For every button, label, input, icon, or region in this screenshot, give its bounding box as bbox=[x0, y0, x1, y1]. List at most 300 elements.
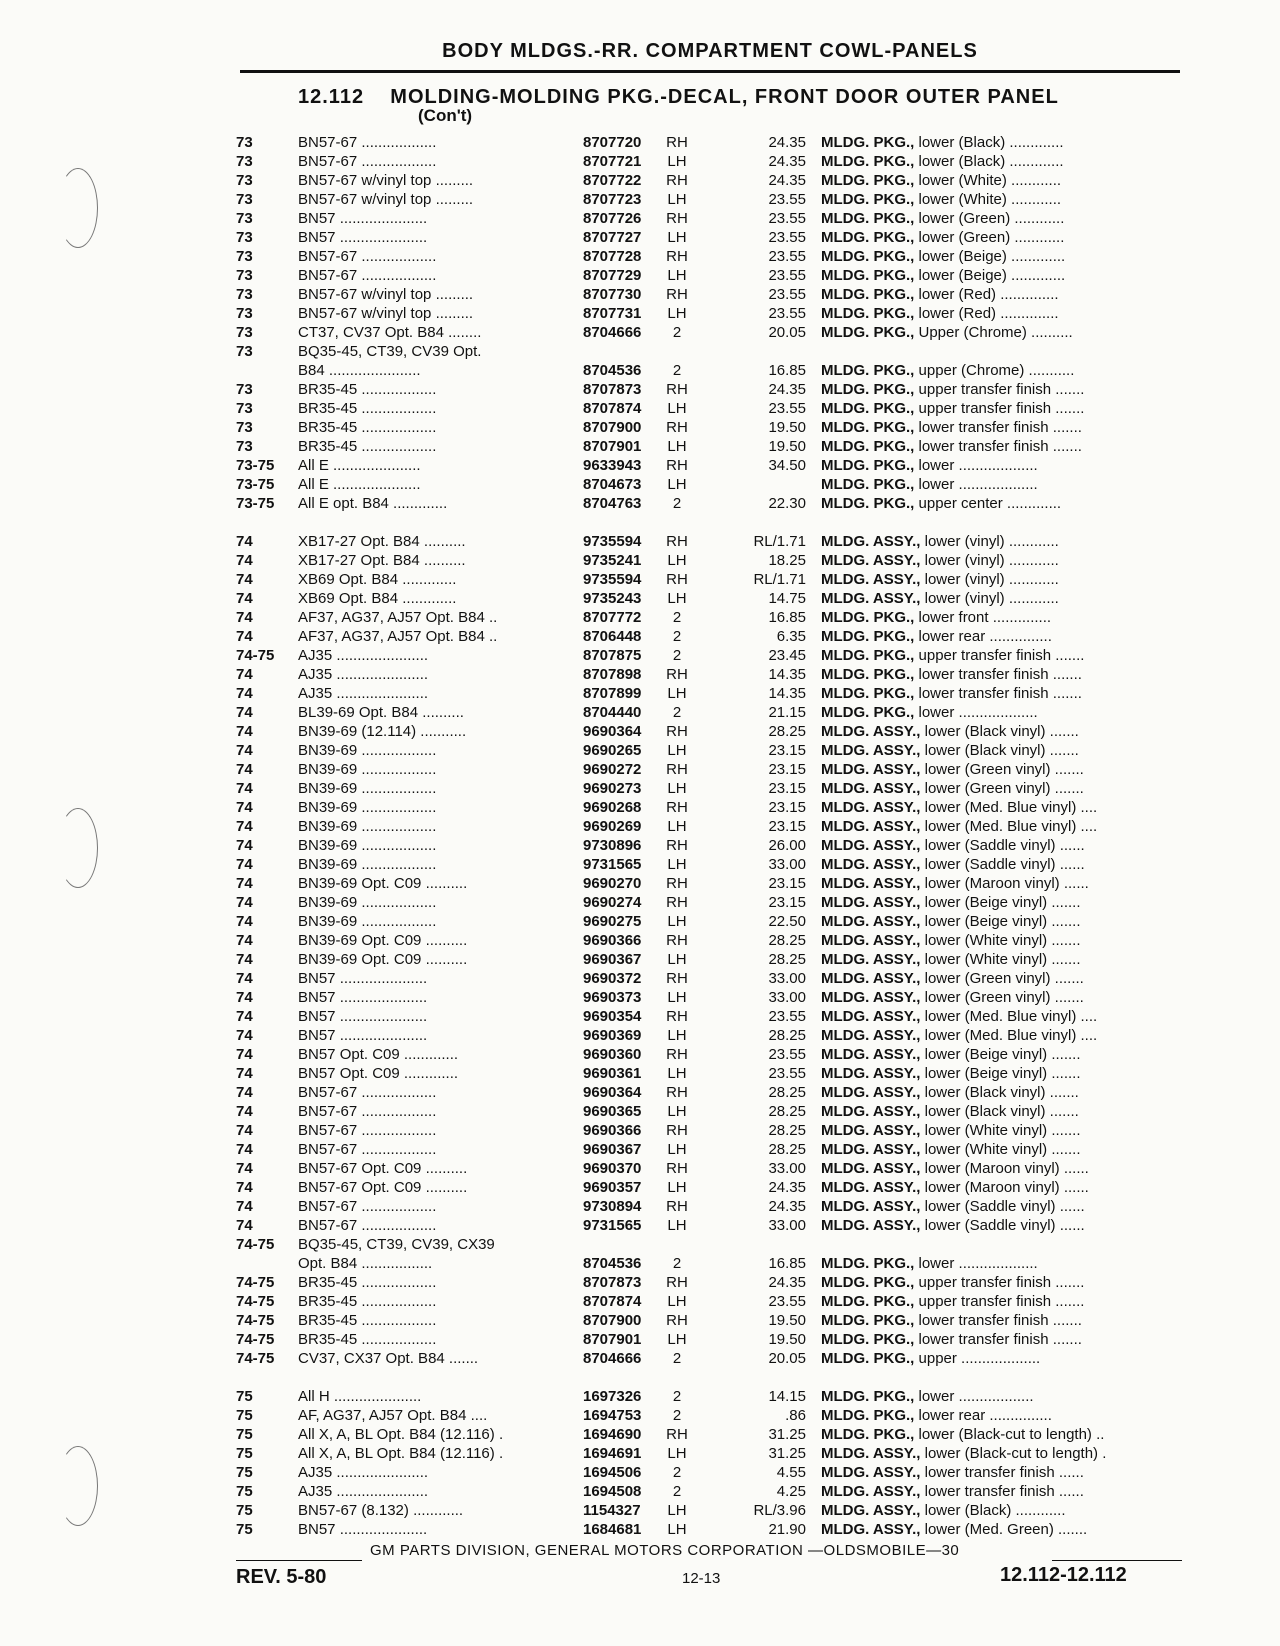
parts-row bbox=[236, 836, 1186, 855]
quantity-side: RH bbox=[666, 837, 688, 854]
price: 23.55 bbox=[768, 305, 806, 322]
description bbox=[821, 532, 1186, 551]
quantity-side: RH bbox=[666, 761, 688, 778]
application: BR35-45 .................. bbox=[298, 381, 437, 398]
part-number: 9735243 bbox=[583, 590, 642, 607]
part-number: 9690370 bbox=[583, 1160, 642, 1177]
quantity-side: LH bbox=[667, 153, 687, 170]
part-number: 8707721 bbox=[583, 153, 642, 170]
application: BR35-45 .................. bbox=[298, 1274, 437, 1291]
model-year: 73-75 bbox=[236, 476, 275, 493]
description bbox=[821, 1083, 1186, 1102]
part-number: 8704666 bbox=[583, 1350, 642, 1367]
description-detail: lower (Black) ............ bbox=[920, 1502, 1066, 1519]
parts-row bbox=[236, 1273, 1186, 1292]
price: 31.25 bbox=[768, 1445, 806, 1462]
application: BN57-67 .................. bbox=[298, 1103, 437, 1120]
description-label: MLDG. ASSY., bbox=[821, 818, 921, 835]
quantity-side: RH bbox=[666, 533, 688, 550]
price: 23.15 bbox=[768, 799, 806, 816]
description-label: MLDG. PKG., bbox=[821, 229, 915, 246]
application: BN57-67 .................. bbox=[298, 134, 437, 151]
description-detail: lower (Beige) ............. bbox=[914, 248, 1066, 265]
quantity-side: RH bbox=[666, 134, 688, 151]
price: 14.75 bbox=[768, 590, 806, 607]
parts-row bbox=[236, 323, 1186, 342]
parts-row bbox=[236, 266, 1186, 285]
part-number: 9690354 bbox=[583, 1008, 642, 1025]
description-detail: lower transfer finish ....... bbox=[914, 419, 1082, 436]
description bbox=[821, 551, 1186, 570]
quantity-side: LH bbox=[667, 685, 687, 702]
price: 24.35 bbox=[768, 153, 806, 170]
parts-row bbox=[236, 361, 1186, 380]
application: BN57 ..................... bbox=[298, 1521, 428, 1538]
model-year: 75 bbox=[236, 1502, 253, 1519]
description-label: MLDG. PKG., bbox=[821, 666, 915, 683]
parts-row bbox=[236, 988, 1186, 1007]
description-label: MLDG. ASSY., bbox=[821, 1027, 921, 1044]
parts-row bbox=[236, 1330, 1186, 1349]
model-year: 73 bbox=[236, 248, 253, 265]
part-number: 9690269 bbox=[583, 818, 642, 835]
description-label: MLDG. ASSY., bbox=[821, 970, 921, 987]
part-number: 8704666 bbox=[583, 324, 642, 341]
description-detail: lower (Black-cut to length) . bbox=[920, 1445, 1107, 1462]
quantity-side: RH bbox=[666, 666, 688, 683]
price: 22.30 bbox=[768, 495, 806, 512]
price: 23.15 bbox=[768, 761, 806, 778]
model-year: 73 bbox=[236, 153, 253, 170]
description bbox=[821, 361, 1186, 380]
part-number: 9690275 bbox=[583, 913, 642, 930]
application: AJ35 ...................... bbox=[298, 1464, 429, 1481]
parts-row bbox=[236, 190, 1186, 209]
part-number: 9690365 bbox=[583, 1103, 642, 1120]
description-label: MLDG. PKG., bbox=[821, 362, 915, 379]
part-number: 9690367 bbox=[583, 951, 642, 968]
model-year: 74 bbox=[236, 1198, 253, 1215]
description-detail: lower (Red) .............. bbox=[914, 305, 1059, 322]
price: 23.55 bbox=[768, 210, 806, 227]
price: 28.25 bbox=[768, 723, 806, 740]
description-detail: lower (Green) ............ bbox=[914, 229, 1065, 246]
quantity-side: RH bbox=[666, 1274, 688, 1291]
description bbox=[821, 1425, 1186, 1444]
price: 23.55 bbox=[768, 1293, 806, 1310]
model-year: 74 bbox=[236, 666, 253, 683]
description-label: MLDG. PKG., bbox=[821, 1274, 915, 1291]
quantity-side: LH bbox=[667, 1331, 687, 1348]
parts-row bbox=[236, 627, 1186, 646]
application: BN57 ..................... bbox=[298, 970, 428, 987]
model-year: 74 bbox=[236, 571, 253, 588]
part-number: 8704536 bbox=[583, 1255, 642, 1272]
description-label: MLDG. PKG., bbox=[821, 1407, 915, 1424]
description-detail: lower ................... bbox=[914, 476, 1038, 493]
price: 16.85 bbox=[768, 362, 806, 379]
model-year: 74 bbox=[236, 1217, 253, 1234]
price: 22.50 bbox=[768, 913, 806, 930]
application: AF37, AG37, AJ57 Opt. B84 .. bbox=[298, 628, 498, 645]
price: 26.00 bbox=[768, 837, 806, 854]
part-number: 9690364 bbox=[583, 1084, 642, 1101]
description-label: MLDG. PKG., bbox=[821, 647, 915, 664]
quantity-side: LH bbox=[667, 780, 687, 797]
part-number: 8707900 bbox=[583, 1312, 642, 1329]
model-year: 73 bbox=[236, 324, 253, 341]
description bbox=[821, 437, 1186, 456]
part-number: 9690360 bbox=[583, 1046, 642, 1063]
part-number: 9690272 bbox=[583, 761, 642, 778]
parts-row bbox=[236, 1520, 1186, 1539]
price: 20.05 bbox=[768, 324, 806, 341]
description-detail: lower (vinyl) ............ bbox=[920, 571, 1059, 588]
description-label: MLDG. PKG., bbox=[821, 1255, 915, 1272]
description-detail: lower (Med. Blue vinyl) .... bbox=[920, 1027, 1098, 1044]
model-year: 74 bbox=[236, 704, 253, 721]
model-year: 74 bbox=[236, 799, 253, 816]
part-number: 9690369 bbox=[583, 1027, 642, 1044]
quantity-side: RH bbox=[666, 723, 688, 740]
part-number: 8707731 bbox=[583, 305, 642, 322]
parts-row bbox=[236, 1102, 1186, 1121]
model-year: 75 bbox=[236, 1407, 253, 1424]
description-label: MLDG. ASSY., bbox=[821, 1103, 921, 1120]
quantity-side: 2 bbox=[672, 324, 682, 341]
description bbox=[821, 1330, 1186, 1349]
description bbox=[821, 323, 1186, 342]
description bbox=[821, 950, 1186, 969]
quantity-side: 2 bbox=[672, 704, 682, 721]
model-year: 74 bbox=[236, 1103, 253, 1120]
price: 19.50 bbox=[768, 419, 806, 436]
description-detail: lower ................... bbox=[914, 1255, 1038, 1272]
model-year: 74 bbox=[236, 894, 253, 911]
description-detail: lower (Green) ............ bbox=[914, 210, 1065, 227]
description-label: MLDG. PKG., bbox=[821, 210, 915, 227]
description-label: MLDG. ASSY., bbox=[821, 875, 921, 892]
quantity-side: 2 bbox=[672, 1350, 682, 1367]
quantity-side: LH bbox=[667, 1445, 687, 1462]
description-detail: upper transfer finish ....... bbox=[914, 400, 1085, 417]
description bbox=[821, 1026, 1186, 1045]
parts-row bbox=[236, 570, 1186, 589]
model-year: 74-75 bbox=[236, 1312, 275, 1329]
parts-row bbox=[236, 646, 1186, 665]
part-number: 8707728 bbox=[583, 248, 642, 265]
model-year: 74 bbox=[236, 628, 253, 645]
model-year: 73 bbox=[236, 438, 253, 455]
part-number: 1697326 bbox=[583, 1388, 642, 1405]
parts-row bbox=[236, 1482, 1186, 1501]
description-label: MLDG. PKG., bbox=[821, 248, 915, 265]
parts-row bbox=[236, 171, 1186, 190]
parts-row bbox=[236, 969, 1186, 988]
part-number: 9690270 bbox=[583, 875, 642, 892]
description-label: MLDG. PKG., bbox=[821, 1388, 915, 1405]
part-number: 9690265 bbox=[583, 742, 642, 759]
description-detail: lower (Black) ............. bbox=[914, 134, 1064, 151]
part-number: 1694508 bbox=[583, 1483, 642, 1500]
quantity-side: RH bbox=[666, 1426, 688, 1443]
model-year: 73 bbox=[236, 134, 253, 151]
model-year: 74-75 bbox=[236, 1274, 275, 1291]
parts-row bbox=[236, 551, 1186, 570]
price: 34.50 bbox=[768, 457, 806, 474]
model-year: 73 bbox=[236, 343, 253, 360]
parts-row bbox=[236, 589, 1186, 608]
description-detail: lower (Med. Blue vinyl) .... bbox=[920, 799, 1098, 816]
description-label: MLDG. ASSY., bbox=[821, 1179, 921, 1196]
parts-row bbox=[236, 817, 1186, 836]
price: RL/1.71 bbox=[753, 571, 806, 588]
price: 24.35 bbox=[768, 1179, 806, 1196]
model-year: 73 bbox=[236, 381, 253, 398]
quantity-side: 2 bbox=[672, 495, 682, 512]
part-number: 9690268 bbox=[583, 799, 642, 816]
description-detail: lower ................... bbox=[914, 704, 1038, 721]
parts-row bbox=[236, 684, 1186, 703]
description bbox=[821, 1520, 1186, 1539]
part-number: 9735241 bbox=[583, 552, 642, 569]
parts-row bbox=[236, 152, 1186, 171]
application: BR35-45 .................. bbox=[298, 1312, 437, 1329]
description-detail: lower (Saddle vinyl) ...... bbox=[920, 837, 1085, 854]
description bbox=[821, 570, 1186, 589]
price: 33.00 bbox=[768, 1160, 806, 1177]
model-year: 74 bbox=[236, 552, 253, 569]
part-number: 8704440 bbox=[583, 704, 642, 721]
quantity-side: LH bbox=[667, 229, 687, 246]
description-label: MLDG. PKG., bbox=[821, 628, 915, 645]
price: 24.35 bbox=[768, 1198, 806, 1215]
application: AJ35 ...................... bbox=[298, 1483, 429, 1500]
page-header-title: BODY MLDGS.-RR. COMPARTMENT COWL-PANELS bbox=[442, 40, 978, 62]
parts-row bbox=[236, 1026, 1186, 1045]
model-year: 74 bbox=[236, 1141, 253, 1158]
description-detail: upper transfer finish ....... bbox=[914, 381, 1085, 398]
part-number: 8707898 bbox=[583, 666, 642, 683]
description bbox=[821, 1159, 1186, 1178]
description bbox=[821, 1482, 1186, 1501]
description-detail: lower (Beige vinyl) ....... bbox=[920, 1046, 1081, 1063]
description-detail: lower (Beige vinyl) ....... bbox=[920, 913, 1081, 930]
application: BN57-67 .................. bbox=[298, 267, 437, 284]
application: BN57 ..................... bbox=[298, 229, 428, 246]
description-detail: lower (White vinyl) ....... bbox=[920, 1141, 1081, 1158]
part-number: 9735594 bbox=[583, 533, 642, 550]
part-number: 1154327 bbox=[583, 1502, 641, 1519]
application: BN57-67 .................. bbox=[298, 1198, 437, 1215]
application: BN57-67 w/vinyl top ......... bbox=[298, 305, 474, 322]
quantity-side: RH bbox=[666, 932, 688, 949]
quantity-side: RH bbox=[666, 172, 688, 189]
parts-row bbox=[236, 380, 1186, 399]
part-number: 8704673 bbox=[583, 476, 642, 493]
description-label: MLDG. PKG., bbox=[821, 324, 915, 341]
part-number: 9690357 bbox=[583, 1179, 642, 1196]
description bbox=[821, 380, 1186, 399]
application: BR35-45 .................. bbox=[298, 1293, 437, 1310]
parts-row bbox=[236, 1197, 1186, 1216]
quantity-side: 2 bbox=[672, 362, 682, 379]
parts-row bbox=[236, 456, 1186, 475]
description-detail: upper center ............. bbox=[914, 495, 1062, 512]
description bbox=[821, 1406, 1186, 1425]
model-year: 73 bbox=[236, 419, 253, 436]
description bbox=[821, 1387, 1186, 1406]
quantity-side: LH bbox=[667, 951, 687, 968]
description bbox=[821, 722, 1186, 741]
description-label: MLDG. ASSY., bbox=[821, 780, 921, 797]
part-number: 9690274 bbox=[583, 894, 642, 911]
price: 28.25 bbox=[768, 932, 806, 949]
parts-row bbox=[236, 494, 1186, 513]
model-year: 75 bbox=[236, 1464, 253, 1481]
description-label: MLDG. ASSY., bbox=[821, 932, 921, 949]
part-number: 9690364 bbox=[583, 723, 642, 740]
model-year: 74 bbox=[236, 1160, 253, 1177]
price: 18.25 bbox=[768, 552, 806, 569]
parts-row bbox=[236, 133, 1186, 152]
parts-row bbox=[236, 1292, 1186, 1311]
description-label: MLDG. ASSY., bbox=[821, 1008, 921, 1025]
application: BN57-67 .................. bbox=[298, 1217, 437, 1234]
quantity-side: LH bbox=[667, 1141, 687, 1158]
application: AJ35 ...................... bbox=[298, 647, 429, 664]
price: 14.35 bbox=[768, 666, 806, 683]
description bbox=[821, 209, 1186, 228]
parts-row bbox=[236, 285, 1186, 304]
description-detail: lower (Green vinyl) ....... bbox=[920, 761, 1084, 778]
description-detail: lower (Saddle vinyl) ...... bbox=[920, 856, 1085, 873]
description-detail: lower (Saddle vinyl) ...... bbox=[920, 1198, 1085, 1215]
quantity-side: LH bbox=[667, 1065, 687, 1082]
description-label: MLDG. ASSY., bbox=[821, 1483, 921, 1500]
part-number: 1694691 bbox=[583, 1445, 642, 1462]
parts-row bbox=[236, 741, 1186, 760]
description-label: MLDG. PKG., bbox=[821, 172, 915, 189]
part-number: 8707899 bbox=[583, 685, 642, 702]
price: 19.50 bbox=[768, 1312, 806, 1329]
model-year: 74 bbox=[236, 818, 253, 835]
description-label: MLDG. PKG., bbox=[821, 1331, 915, 1348]
price: 28.25 bbox=[768, 1027, 806, 1044]
description-detail: lower (Green vinyl) ....... bbox=[920, 780, 1084, 797]
parts-row bbox=[236, 1178, 1186, 1197]
description-detail: lower transfer finish ....... bbox=[914, 666, 1082, 683]
quantity-side: LH bbox=[667, 1502, 687, 1519]
application: XB17-27 Opt. B84 .......... bbox=[298, 533, 466, 550]
price: 14.15 bbox=[768, 1388, 806, 1405]
model-year: 74 bbox=[236, 951, 253, 968]
quantity-side: LH bbox=[667, 913, 687, 930]
quantity-side: RH bbox=[666, 1198, 688, 1215]
part-number: 9730894 bbox=[583, 1198, 642, 1215]
description-label: MLDG. ASSY., bbox=[821, 1084, 921, 1101]
description bbox=[821, 1178, 1186, 1197]
description-label: MLDG. ASSY., bbox=[821, 723, 921, 740]
parts-row bbox=[236, 1045, 1186, 1064]
description bbox=[821, 456, 1186, 475]
part-number: 8707730 bbox=[583, 286, 642, 303]
description-label: MLDG. PKG., bbox=[821, 419, 915, 436]
parts-row bbox=[236, 532, 1186, 551]
price: 23.15 bbox=[768, 780, 806, 797]
parts-row bbox=[236, 722, 1186, 741]
model-year: 73 bbox=[236, 305, 253, 322]
model-year: 74 bbox=[236, 1046, 253, 1063]
description bbox=[821, 1273, 1186, 1292]
footer-rule-left bbox=[236, 1560, 362, 1561]
quantity-side: RH bbox=[666, 1046, 688, 1063]
quantity-side: RH bbox=[666, 381, 688, 398]
part-number: 1694753 bbox=[583, 1407, 642, 1424]
description bbox=[821, 1501, 1186, 1520]
application: BR35-45 .................. bbox=[298, 438, 437, 455]
application: BN57-67 .................. bbox=[298, 153, 437, 170]
parts-row bbox=[236, 418, 1186, 437]
description-label: MLDG. PKG., bbox=[821, 476, 915, 493]
parts-row bbox=[236, 1235, 1186, 1254]
description-label: MLDG. ASSY., bbox=[821, 1122, 921, 1139]
section-title: 12.112 MOLDING-MOLDING PKG.-DECAL, FRONT DOOR OUTER PANEL bbox=[298, 86, 1059, 108]
description-detail: lower (Black-cut to length) .. bbox=[914, 1426, 1105, 1443]
description-detail: upper transfer finish ....... bbox=[914, 1293, 1085, 1310]
description bbox=[821, 798, 1186, 817]
application: CT37, CV37 Opt. B84 ........ bbox=[298, 324, 482, 341]
description bbox=[821, 874, 1186, 893]
model-year: 74 bbox=[236, 533, 253, 550]
model-year: 75 bbox=[236, 1445, 253, 1462]
application: AJ35 ...................... bbox=[298, 666, 429, 683]
description-label: MLDG. ASSY., bbox=[821, 1065, 921, 1082]
application: BL39-69 Opt. B84 .......... bbox=[298, 704, 464, 721]
parts-row bbox=[236, 931, 1186, 950]
price: 23.45 bbox=[768, 647, 806, 664]
description-detail: lower (Beige vinyl) ....... bbox=[920, 894, 1081, 911]
application: All X, A, BL Opt. B84 (12.116) . bbox=[298, 1445, 504, 1462]
price: 23.55 bbox=[768, 1008, 806, 1025]
description bbox=[821, 1140, 1186, 1159]
application: BN39-69 .................. bbox=[298, 894, 437, 911]
description bbox=[821, 304, 1186, 323]
description-detail: lower transfer finish ....... bbox=[914, 1312, 1082, 1329]
application: BN57-67 w/vinyl top ......... bbox=[298, 172, 474, 189]
model-year: 73 bbox=[236, 229, 253, 246]
part-number: 8706448 bbox=[583, 628, 642, 645]
model-year: 74-75 bbox=[236, 647, 275, 664]
model-year: 74-75 bbox=[236, 1350, 275, 1367]
description-detail: lower (Green vinyl) ....... bbox=[920, 989, 1084, 1006]
quantity-side: RH bbox=[666, 457, 688, 474]
description bbox=[821, 931, 1186, 950]
application: BN57 Opt. C09 ............. bbox=[298, 1046, 459, 1063]
part-number: 9690367 bbox=[583, 1141, 642, 1158]
description-detail: lower (White vinyl) ....... bbox=[920, 932, 1081, 949]
part-number: 8707875 bbox=[583, 647, 642, 664]
quantity-side: RH bbox=[666, 1084, 688, 1101]
model-year: 74 bbox=[236, 913, 253, 930]
price: 14.35 bbox=[768, 685, 806, 702]
quantity-side: RH bbox=[666, 875, 688, 892]
description-label: MLDG. PKG., bbox=[821, 191, 915, 208]
price: 33.00 bbox=[768, 970, 806, 987]
part-number: 9690366 bbox=[583, 1122, 642, 1139]
description-label: MLDG. ASSY., bbox=[821, 894, 921, 911]
price: 21.15 bbox=[768, 704, 806, 721]
